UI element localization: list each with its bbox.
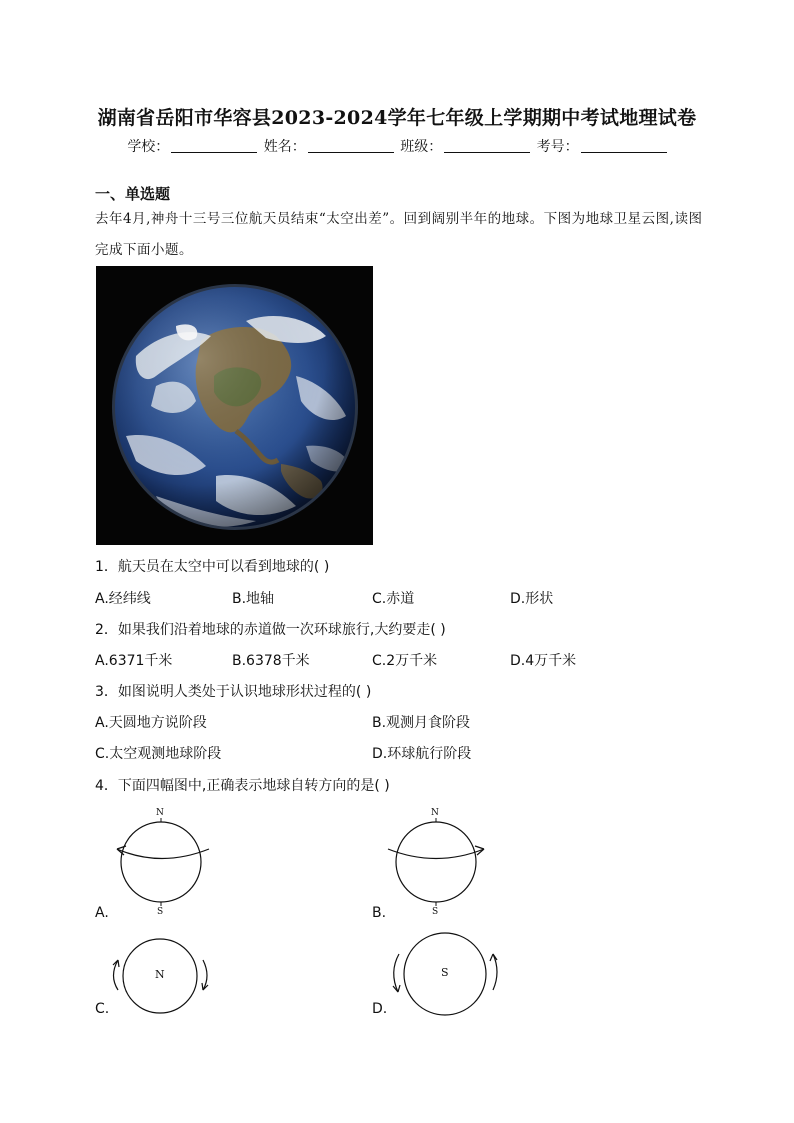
exam-number-field — [537, 136, 667, 156]
diagram-c-label[interactable]: C. — [95, 1001, 110, 1017]
south-pole-center-label: S — [441, 966, 449, 979]
south-pole-label: S — [432, 907, 439, 917]
question-2-option-a[interactable]: A.6371千米 — [95, 653, 173, 669]
school-blank[interactable] — [171, 138, 257, 153]
north-pole-label: N — [431, 808, 439, 818]
exam-number-blank[interactable] — [581, 138, 667, 153]
question-2-option-c[interactable]: C.2万千米 — [372, 653, 438, 669]
question-3-option-a[interactable]: A.天圆地方说阶段 — [95, 715, 207, 731]
diagram-d-label[interactable]: D. — [372, 1001, 388, 1017]
diagram-c[interactable] — [105, 938, 220, 1018]
name-blank[interactable] — [308, 138, 394, 153]
earth-satellite-image — [96, 266, 373, 545]
question-2-option-d[interactable]: D.4万千米 — [510, 653, 577, 669]
globe-side-view-left-arrow — [105, 808, 220, 920]
globe-side-view-right-arrow — [380, 808, 495, 920]
diagram-a-label[interactable]: A. — [95, 905, 109, 921]
question-1-option-a[interactable]: A.经纬线 — [95, 591, 151, 607]
class-blank[interactable] — [444, 138, 530, 153]
question-4-stem: 4．下面四幅图中,正确表示地球自转方向的是( ) — [95, 778, 390, 794]
intro-paragraph: 去年4月,神舟十三号三位航天员结束“太空出差”。回到阔别半年的地球。下图为地球卫星云图,读图完成下面小题。 — [95, 211, 703, 258]
question-3-option-d[interactable]: D.环球航行阶段 — [372, 746, 472, 762]
question-3-option-c[interactable]: C.太空观测地球阶段 — [95, 746, 222, 762]
question-3-stem: 3．如图说明人类处于认识地球形状过程的( ) — [95, 684, 372, 700]
exam-number-label: 考号： — [536, 139, 579, 155]
question-1-option-c[interactable]: C.赤道 — [372, 591, 415, 607]
school-field — [127, 136, 257, 156]
class-label: 班级： — [400, 139, 443, 155]
question-1-option-b[interactable]: B.地轴 — [232, 591, 275, 607]
section-title: 一、单选题 — [95, 185, 171, 203]
diagram-d[interactable] — [385, 932, 510, 1018]
school-label: 学校： — [127, 139, 170, 155]
page-title: 湖南省岳阳市华容县2023-2024学年七年级上学期期中考试地理试卷 — [97, 107, 697, 129]
question-2-option-b[interactable]: B.6378千米 — [232, 653, 310, 669]
north-pole-center-label: N — [155, 968, 165, 981]
name-field — [264, 136, 394, 156]
question-2-stem: 2．如果我们沿着地球的赤道做一次环球旅行,大约要走( ) — [95, 622, 446, 638]
name-label: 姓名： — [263, 139, 306, 155]
question-1-stem: 1．航天员在太空中可以看到地球的( ) — [95, 559, 330, 575]
class-field — [400, 136, 530, 156]
diagram-b-label[interactable]: B. — [372, 905, 387, 921]
question-3-option-b[interactable]: B.观测月食阶段 — [372, 715, 471, 731]
earth-globe-graphic — [96, 266, 373, 545]
north-pole-label: N — [156, 808, 164, 818]
south-pole-label: S — [157, 907, 164, 917]
diagram-b[interactable] — [380, 808, 495, 920]
question-1-option-d[interactable]: D.形状 — [510, 591, 554, 607]
student-info-row — [0, 136, 794, 156]
diagram-a[interactable] — [105, 808, 220, 920]
